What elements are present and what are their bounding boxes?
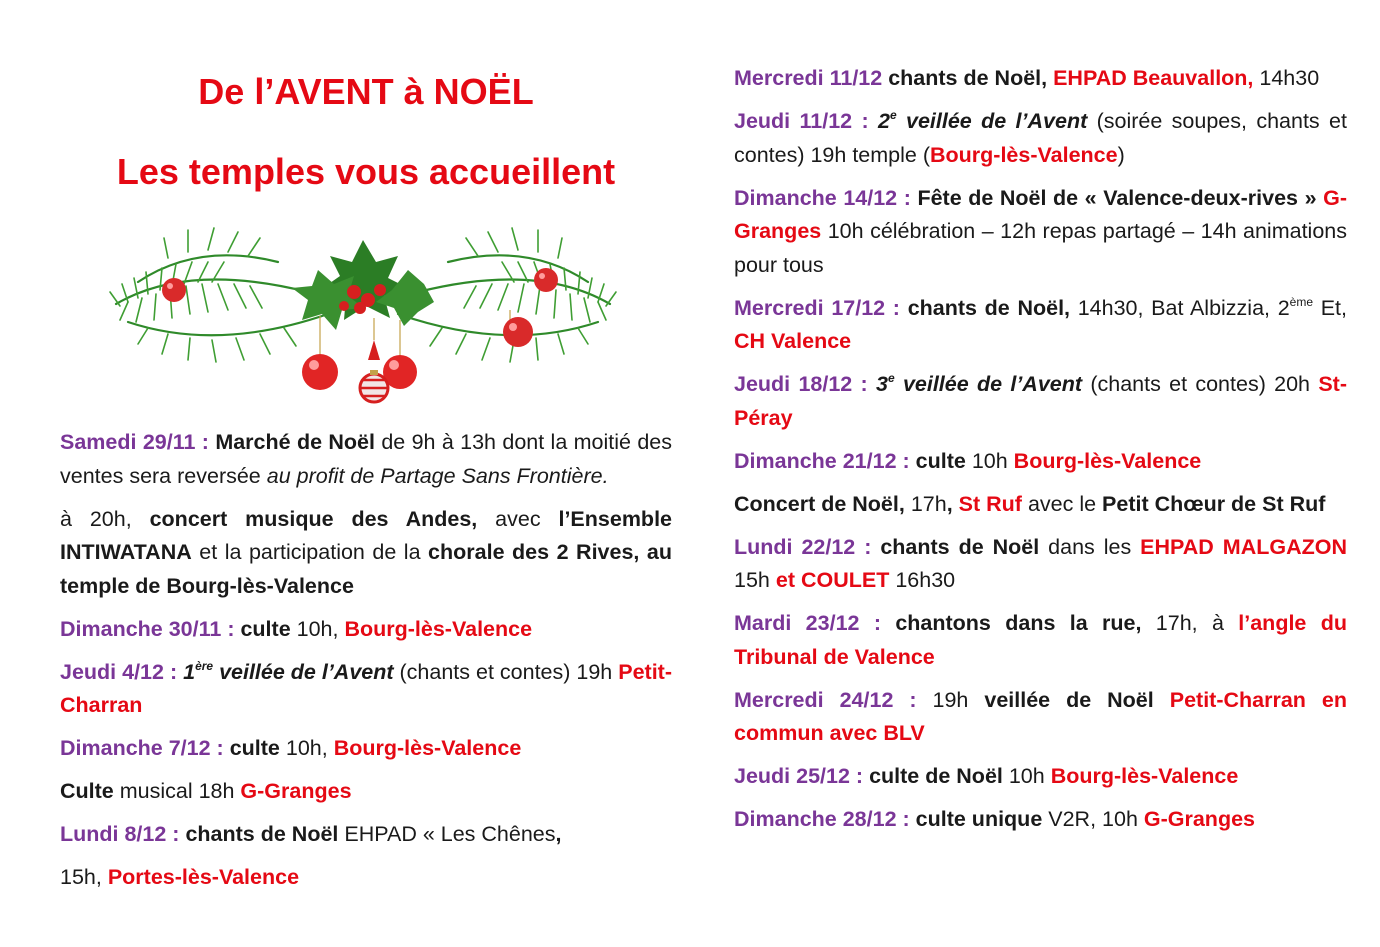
- right-column: [734, 62, 1347, 846]
- event-location: Bourg-lès-Valence: [333, 736, 522, 760]
- event-title: culte unique: [915, 807, 1043, 831]
- event-location: l’angle du Tribunal de Valence: [734, 611, 1347, 669]
- event-date: Lundi 22/12 :: [734, 534, 872, 559]
- event-item: Jeudi 11/12 : 2e veillée de l’Avent (soirée soupes, chants et contes) 19h temple (Bourg-lès-Valence): [734, 108, 1347, 167]
- event-date: Mercredi 11/12: [734, 66, 883, 90]
- event-location: Bourg-lès-Valence: [1050, 764, 1239, 788]
- event-location: Bourg-lès-Valence: [344, 616, 533, 641]
- event-date: Mardi 23/12 :: [734, 611, 881, 635]
- event-item: à 20h, concert musique des Andes, avec l’Ensemble INTIWATANA et la participation de la chorale des 2 Rives, au temple de Bourg-lès-Valence: [60, 506, 672, 598]
- event-title: veillée de Noël: [984, 687, 1154, 712]
- event-item: Jeudi 25/12 : culte de Noël 10h Bourg-lès-Valence: [734, 764, 1239, 788]
- event-date: Dimanche 7/12 :: [60, 736, 224, 760]
- event-title: veillée de l’Avent: [213, 659, 394, 684]
- event-item: Lundi 8/12 : chants de Noël EHPAD « Les Chênes,: [60, 822, 562, 846]
- event-item: Samedi 29/11 : Marché de Noël de 9h à 13h dont la moitié des ventes sera reversée au profit de Partage Sans Frontière.: [60, 430, 672, 488]
- page-subtitle: Les temples vous accueillent: [116, 151, 616, 192]
- event-location: St Ruf: [958, 491, 1022, 516]
- event-title: Fête de Noël de « Valence-deux-rives »: [917, 185, 1317, 210]
- event-location: G-Granges: [734, 185, 1347, 243]
- event-item: Dimanche 7/12 : culte 10h, Bourg-lès-Valence: [60, 736, 522, 760]
- event-location: Petit-Charran en commun avec BLV: [734, 687, 1347, 745]
- christmas-garland-icon: [108, 222, 618, 404]
- event-location: et COULET: [775, 568, 890, 592]
- event-date: Dimanche 21/12 :: [734, 448, 910, 473]
- event-item: Jeudi 18/12 : 3e veillée de l’Avent (chants et contes) 20h St-Péray: [734, 371, 1347, 430]
- event-title: Marché de Noël: [215, 430, 375, 454]
- event-location: G-Granges: [1143, 807, 1255, 831]
- event-location: St-Péray: [734, 372, 1347, 430]
- event-location: Portes-lès-Valence: [107, 865, 300, 889]
- event-title: chants de Noël,: [907, 295, 1071, 320]
- event-title: culte: [915, 448, 966, 473]
- event-item: Dimanche 28/12 : culte unique V2R, 10h G-Granges: [734, 807, 1255, 831]
- event-location: Bourg-lès-Valence: [930, 142, 1118, 167]
- event-item: Mardi 23/12 : chantons dans la rue, 17h, à l’angle du Tribunal de Valence: [734, 611, 1347, 669]
- event-location: Bourg-lès-Valence: [1013, 448, 1202, 473]
- event-title: veillée de l’Avent: [896, 109, 1088, 133]
- event-title: culte de Noël: [869, 764, 1003, 788]
- event-title: culte: [240, 616, 291, 641]
- event-location: EHPAD Beauvallon,: [1053, 66, 1254, 90]
- event-location: Petit-Charran: [60, 659, 672, 717]
- event-title: culte: [229, 736, 280, 760]
- event-title: chants de Noël,: [888, 66, 1048, 90]
- event-title: chants de Noël: [880, 534, 1040, 559]
- event-date: Dimanche 30/11 :: [60, 616, 235, 641]
- event-item: Concert de Noël, 17h, St Ruf avec le Petit Chœur de St Ruf: [734, 491, 1326, 516]
- event-title: chants de Noël: [185, 822, 339, 846]
- page-title: De l’AVENT à NOËL: [198, 71, 534, 112]
- event-item: Mercredi 24/12 : 19h veillée de Noël Petit-Charran en commun avec BLV: [734, 687, 1347, 745]
- event-date: Dimanche 14/12 :: [734, 185, 911, 210]
- event-item: Lundi 22/12 : chants de Noël dans les EHPAD MALGAZON 15h et COULET 16h30: [734, 534, 1347, 592]
- event-date: Jeudi 11/12 :: [734, 109, 869, 133]
- event-title: veillée de l’Avent: [894, 372, 1083, 396]
- event-date: Jeudi 18/12 :: [734, 372, 868, 396]
- event-date: Mercredi 24/12 :: [734, 687, 917, 712]
- event-date: Samedi 29/11 :: [60, 430, 209, 454]
- event-date: Dimanche 28/12 :: [734, 807, 910, 831]
- event-location: G-Granges: [240, 779, 352, 803]
- event-date: Jeudi 4/12 :: [60, 659, 178, 684]
- event-item: Jeudi 4/12 : 1ère veillée de l’Avent (chants et contes) 19h Petit-Charran: [60, 658, 672, 717]
- event-item: 15h, Portes-lès-Valence: [60, 865, 300, 889]
- event-item: Dimanche 21/12 : culte 10h Bourg-lès-Valence: [734, 448, 1202, 473]
- event-item: Dimanche 14/12 : Fête de Noël de « Valence-deux-rives » G-Granges 10h célébration – 12h repas partagé – 14h animations pour tous: [734, 185, 1347, 277]
- event-item: Mercredi 11/12 chants de Noël, EHPAD Beauvallon, 14h30: [734, 66, 1320, 90]
- event-location: CH Valence: [734, 329, 852, 353]
- event-title: Concert de Noël,: [734, 491, 905, 516]
- event-title: Culte: [60, 779, 114, 803]
- event-location: EHPAD MALGAZON: [1140, 534, 1347, 559]
- event-date: Jeudi 25/12 :: [734, 764, 864, 788]
- event-date: Lundi 8/12 :: [60, 822, 180, 846]
- event-title: chantons dans la rue,: [895, 611, 1142, 635]
- event-item: Mercredi 17/12 : chants de Noël, 14h30, Bat Albizzia, 2ème Et, CH Valence: [734, 294, 1347, 353]
- event-item: Dimanche 30/11 : culte 10h, Bourg-lès-Valence: [60, 616, 533, 641]
- left-column: [60, 426, 672, 904]
- event-date: Mercredi 17/12 :: [734, 295, 900, 320]
- event-item: Culte musical 18h G-Granges: [60, 779, 352, 803]
